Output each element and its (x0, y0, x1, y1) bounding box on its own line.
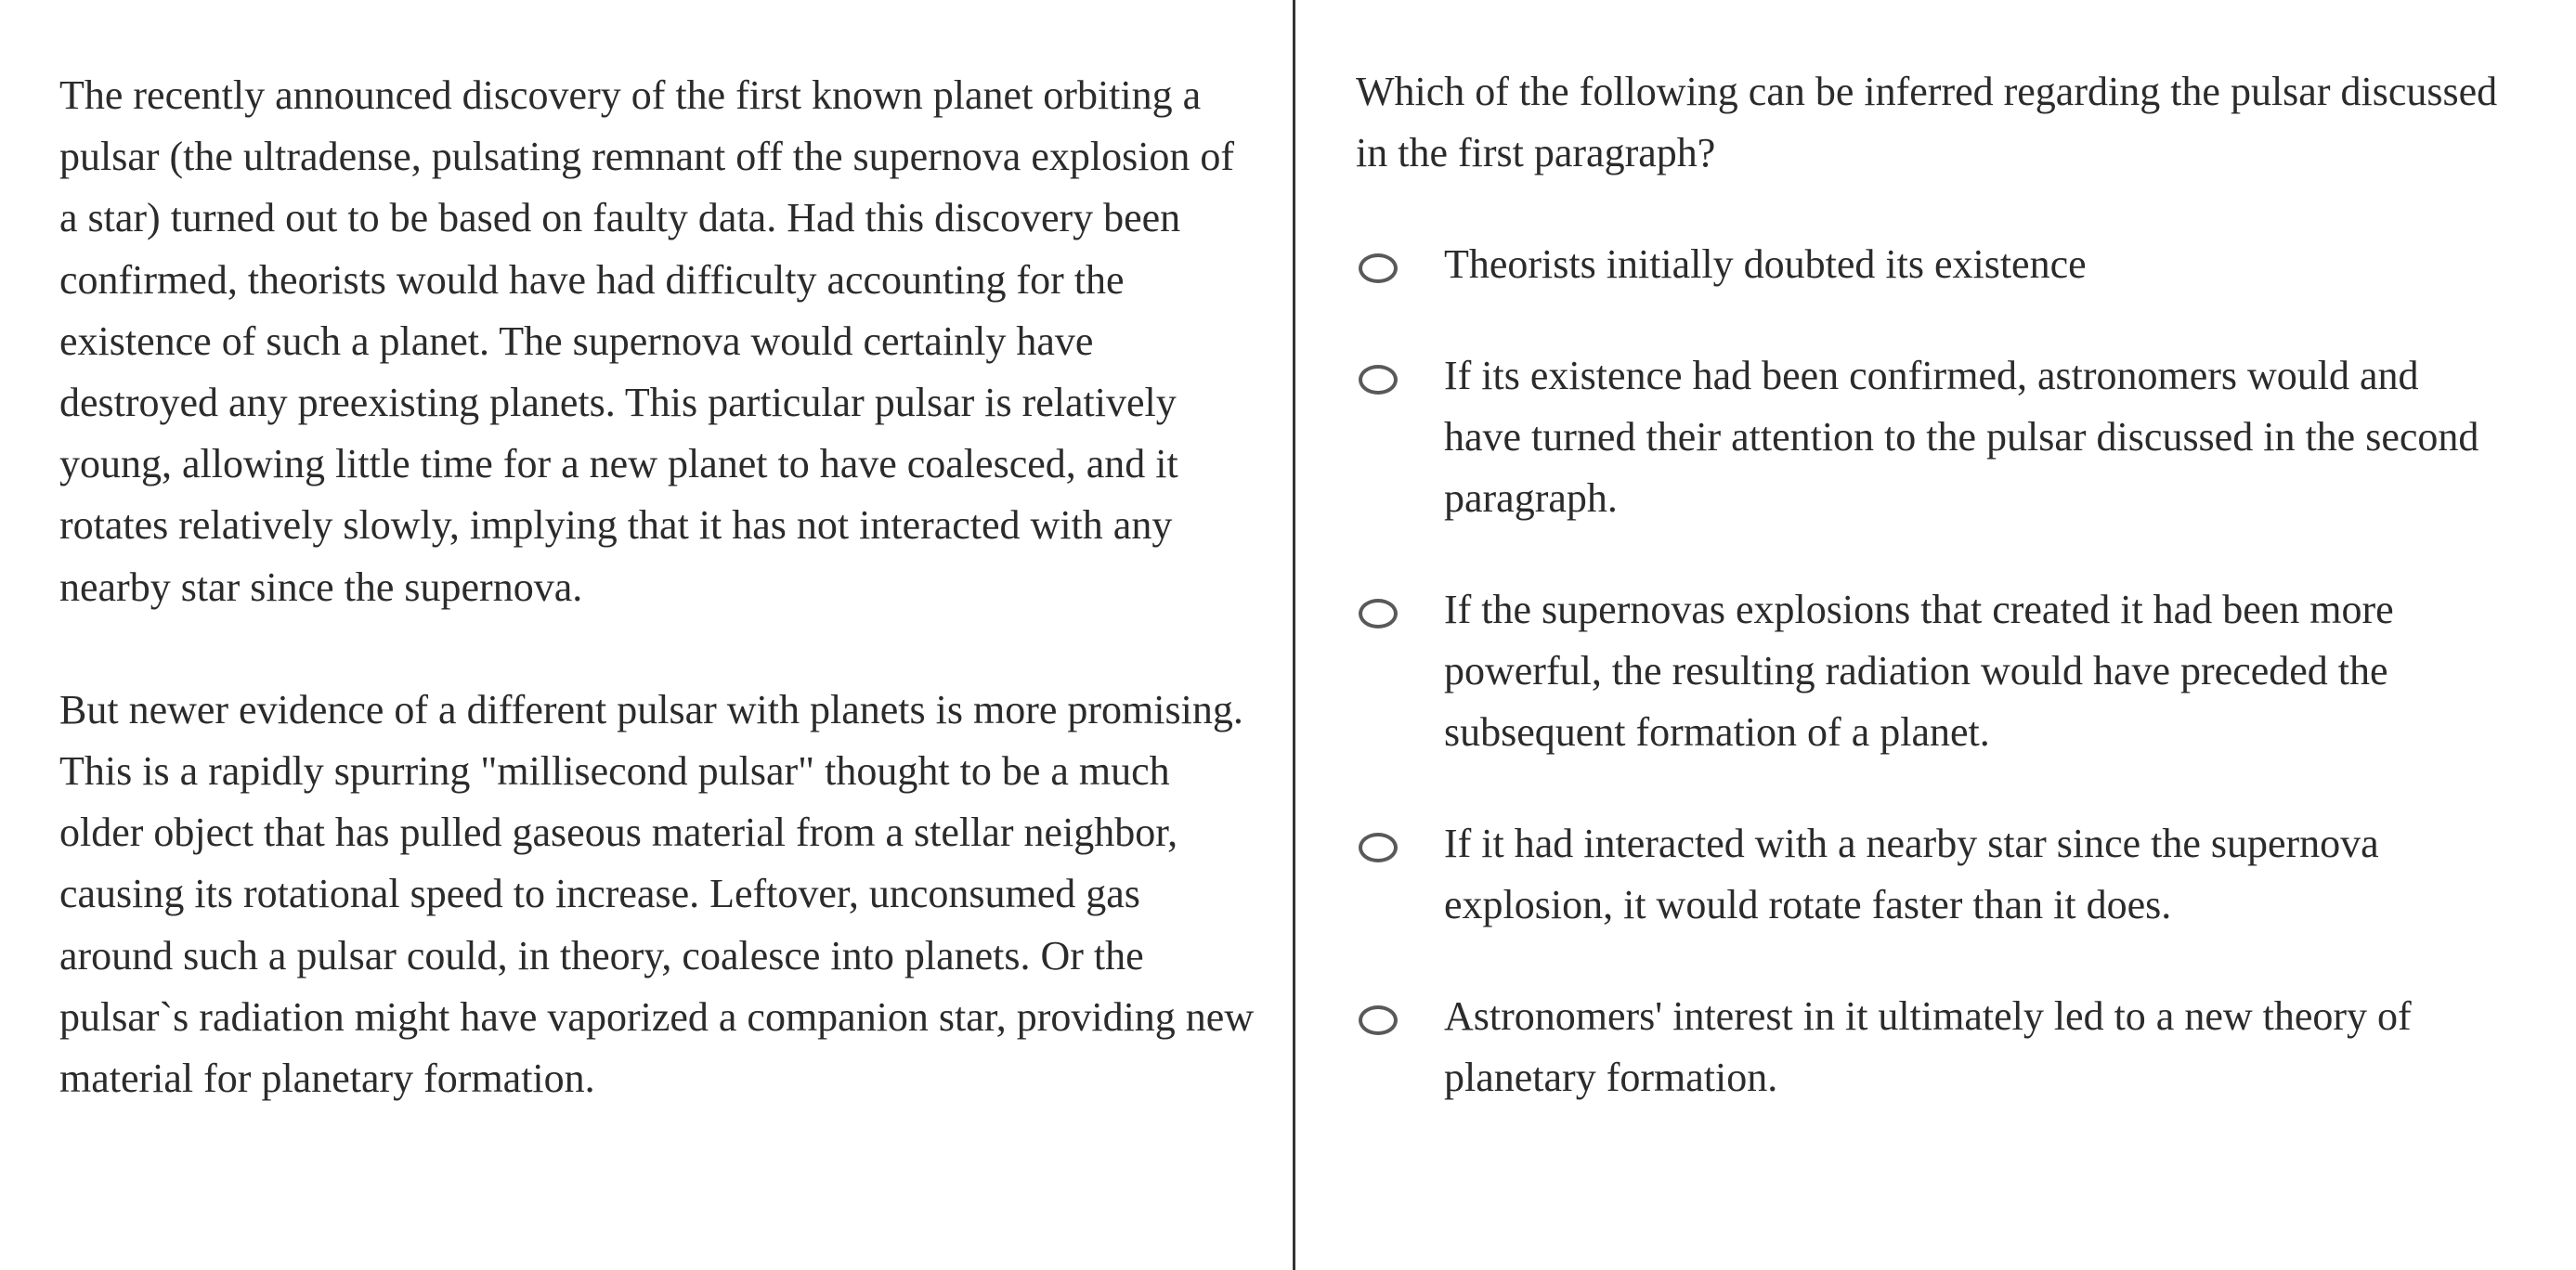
answer-choice-c[interactable] (1356, 579, 2484, 763)
radio-button-icon[interactable] (1359, 599, 1398, 629)
answer-choice-d[interactable] (1356, 813, 2484, 936)
answer-choice-label[interactable]: If its existence had been confirmed, astronomers would and have turned their attention to the pulsar discussed in the second paragraph. (1444, 353, 2479, 521)
answer-choice-label[interactable]: If the supernovas explosions that created it had been more powerful, the resulting radiation would have preceded the subsequent formation of a planet. (1444, 587, 2394, 755)
question-stem: Which of the following can be inferred regarding the pulsar discussed in the first paragraph? (1356, 69, 2498, 175)
answer-choice-b[interactable] (1356, 345, 2484, 529)
answer-choice-label[interactable]: If it had interacted with a nearby star since the supernova explosion, it would rotate faster than it does. (1444, 821, 2379, 927)
radio-button-icon[interactable] (1359, 253, 1398, 283)
answer-choice-e[interactable] (1356, 986, 2484, 1108)
answer-choices (1356, 234, 2576, 1108)
answer-choice-label[interactable]: Theorists initially doubted its existence (1444, 241, 2087, 287)
radio-button-icon[interactable] (1359, 365, 1398, 395)
answer-choice-a[interactable] (1356, 234, 2484, 295)
radio-button-icon[interactable] (1359, 833, 1398, 862)
passage-paragraph-1: The recently announced discovery of the first known planet orbiting a pulsar (the ultradense, pulsating remnant off the supernova explosion of a star) turned out to be based on faulty data. Had this discovery been confirmed, theorists would have had difficulty accounting for the existence of such a planet. The supernova would certainly have destroyed any preexisting planets. This particular pulsar is relatively young, allowing little time for a new planet to have coalesced, and it rotates relatively slowly, implying that it has not interacted with any nearby star since the supernova. (59, 72, 1235, 610)
passage-paragraph-2: But newer evidence of a different pulsar with planets is more promising. This is a rapidly spurring "millisecond pulsar" thought to be a much older object that has pulled gaseous material from a stellar neighbor, causing its rotational speed to increase. Leftover, unconsumed gas around such a pulsar could, in theory, coalesce into planets. Or the pulsar`s radiation might have vaporized a companion star, providing new material for planetary formation. (59, 686, 1255, 1102)
radio-button-icon[interactable] (1359, 1005, 1398, 1035)
question-pane (1295, 0, 2576, 1270)
answer-choice-label[interactable]: Astronomers' interest in it ultimately led to a new theory of planetary formation. (1444, 993, 2412, 1100)
